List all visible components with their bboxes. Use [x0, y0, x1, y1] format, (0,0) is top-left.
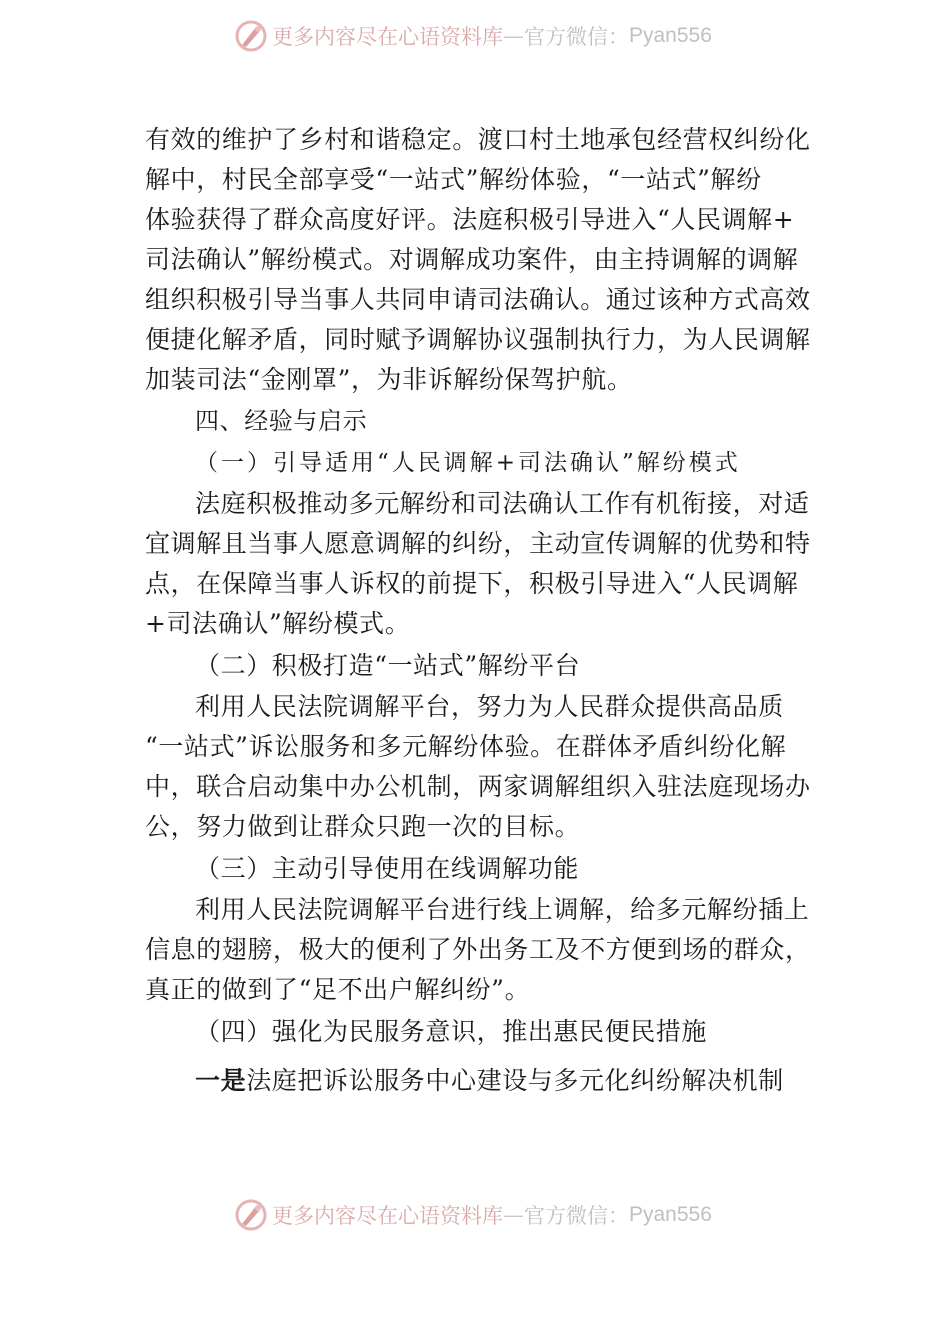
section-heading: 四、经验与启示 [195, 407, 368, 435]
watermark-wechat-label: 官方微信： [524, 25, 629, 49]
body-line: “一站式”诉讼服务和多元解纷体验。在群体矛盾纠纷化解 [145, 732, 787, 761]
body-line: 加装司法“金刚罩”，为非诉解纷保驾护航。 [145, 365, 633, 394]
watermark-separator: — [503, 1203, 524, 1227]
body-line: 中，联合启动集中办公机制，两家调解组织入驻法庭现场办 [145, 772, 811, 801]
document-body [145, 120, 810, 1101]
body-line: 便捷化解矛盾，同时赋予调解协议强制执行力，为人民调解 [145, 325, 811, 354]
watermark-wechat-id: Pyan556 [629, 24, 712, 47]
watermark-wechat-id: Pyan556 [629, 1203, 712, 1226]
watermark-text: 更多内容尽在心语资料库 [272, 1204, 503, 1228]
watermark-text: 更多内容尽在心语资料库 [272, 25, 503, 49]
body-line: +司法确认”解纷模式。 [145, 609, 411, 638]
logo-icon [234, 1198, 268, 1232]
body-line: 信息的翅膀，极大的便利了外出务工及不方便到场的群众， [145, 935, 811, 964]
footer-watermark [234, 1197, 712, 1233]
subsection-title-2: （二）积极打造“一站式”解纷平台 [195, 651, 581, 680]
subsection-title-3: （三）主动引导使用在线调解功能 [195, 854, 580, 883]
body-line: 利用人民法院调解平台，努力为人民群众提供高品质 [195, 692, 784, 721]
body-line: 体验获得了群众高度好评。法庭积极引导进入“人民调解+ [145, 205, 795, 234]
body-line-last [145, 1061, 810, 1101]
logo-icon [234, 19, 268, 53]
body-line-text: 法庭把诉讼服务中心建设与多元化纠纷解决机制 [246, 1066, 784, 1095]
body-line: 组织积极引导当事人共同申请司法确认。通过该种方式高效 [145, 285, 811, 314]
body-line: 真正的做到了“足不出户解纠纷”。 [145, 975, 531, 1004]
body-line: 利用人民法院调解平台进行线上调解，给多元解纷插上 [195, 895, 810, 924]
body-line: 有效的维护了乡村和谐稳定。渡口村土地承包经营权纠纷化 [145, 125, 811, 154]
bold-lead: 一是 [195, 1066, 247, 1095]
body-line: 法庭积极推动多元解纷和司法确认工作有机衔接，对适 [195, 489, 810, 518]
subsection-title-4: （四）强化为民服务意识，推出惠民便民措施 [195, 1017, 708, 1046]
header-watermark [234, 18, 712, 54]
body-line: 宜调解且当事人愿意调解的纠纷，主动宣传调解的优势和特 [145, 529, 811, 558]
body-line: 司法确认”解纷模式。对调解成功案件，由主持调解的调解 [145, 245, 799, 274]
body-line: 公，努力做到让群众只跑一次的目标。 [145, 812, 581, 841]
body-line: 解中，村民全部享受“一站式”解纷体验，“一站式”解纷 [145, 165, 762, 194]
watermark-wechat-label: 官方微信： [524, 1204, 629, 1228]
subsection-title-1: （一）引导适用“人民调解+司法确认”解纷模式 [195, 450, 741, 476]
body-line: 点，在保障当事人诉权的前提下，积极引导进入“人民调解 [145, 569, 799, 598]
watermark-separator: — [503, 24, 524, 48]
